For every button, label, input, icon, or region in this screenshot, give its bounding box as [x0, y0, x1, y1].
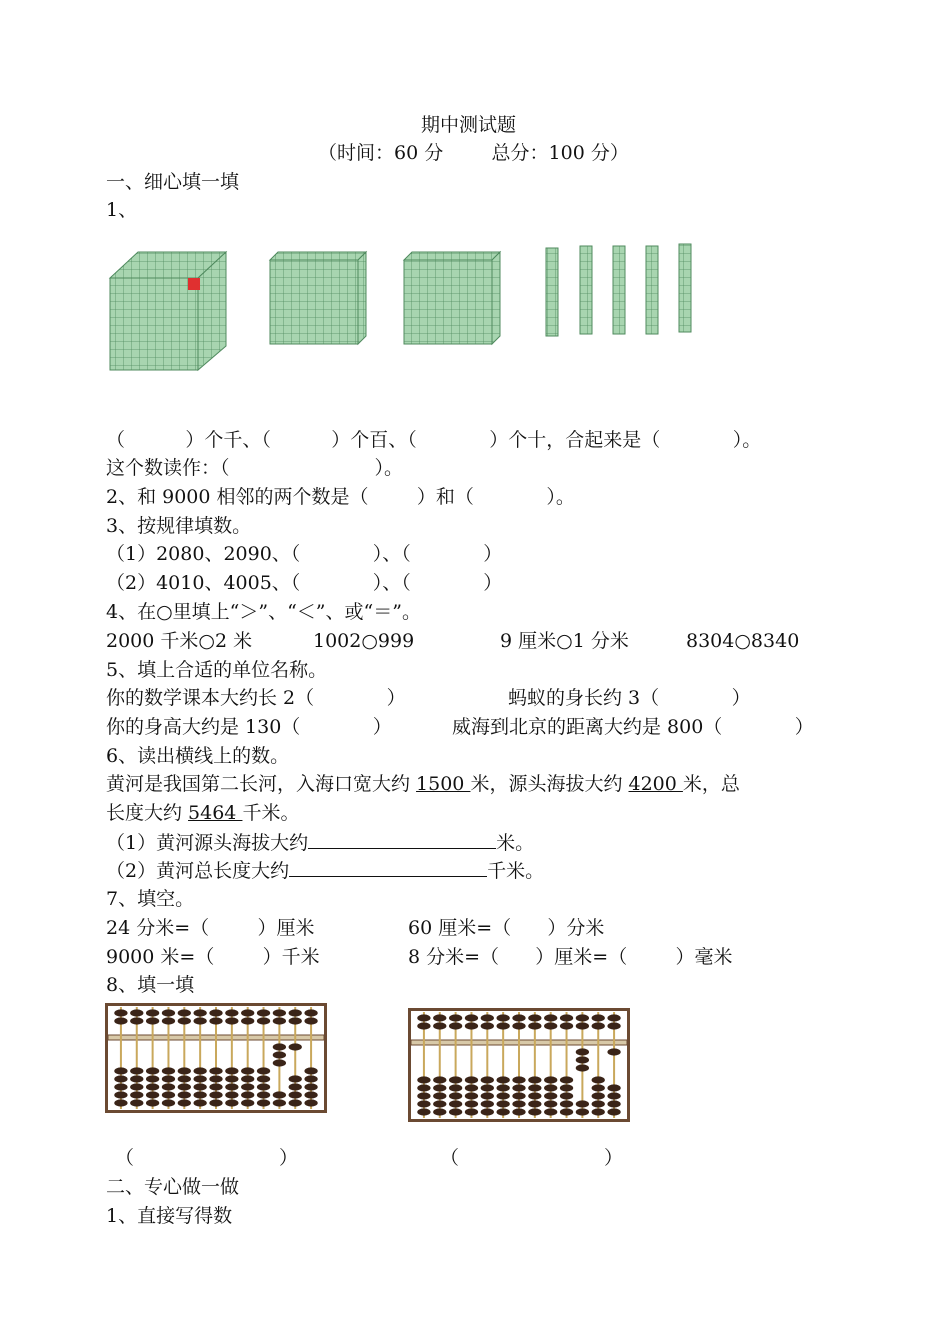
- page-title: 期中测试题: [421, 114, 517, 136]
- section1-heading: 一、细心填一填: [106, 171, 240, 193]
- q6-paragraph-line1: [106, 772, 740, 796]
- hundred-flat-2: [404, 252, 500, 344]
- q6-number-4200: 4200: [628, 773, 683, 795]
- section2-heading: 二、专心做一做: [106, 1176, 240, 1198]
- q3-text: 3、按规律填数。: [106, 515, 252, 537]
- thousand-cube: [110, 252, 226, 370]
- q6-b-suffix: 千米。: [487, 860, 545, 882]
- q5-d: 威海到北京的距离大约是 800（ ）: [452, 716, 814, 738]
- q6-a-blank[interactable]: [308, 830, 496, 849]
- q6-p2-prefix: 长度大约: [106, 802, 189, 824]
- q6-number-5464: 5464: [188, 802, 243, 824]
- section2-q1: 1、直接写得数: [106, 1205, 233, 1227]
- q4-item-1: 2000 千米○2 米: [106, 630, 253, 652]
- q6-b-blank[interactable]: [289, 858, 487, 877]
- abacus-1-illustration: [105, 1003, 327, 1113]
- q4-text: 4、在○里填上“＞”、“＜”、或“＝”。: [106, 601, 421, 623]
- q2-text: 2、和 9000 相邻的两个数是（ ）和（ ）。: [106, 486, 575, 508]
- q3-b: （2）4010、4005、（ ）、（ ）: [106, 572, 503, 594]
- base-ten-blocks-illustration: [100, 238, 720, 378]
- page-subtitle: （时间：60 分 总分：100 分）: [318, 142, 629, 164]
- q1-line2: 这个数读作：（ ）。: [106, 457, 403, 479]
- q5-text: 5、填上合适的单位名称。: [106, 659, 328, 681]
- q5-a: 你的数学课本大约长 2（ ）: [106, 687, 406, 709]
- q7-c: 9000 米=（ ）千米: [106, 946, 320, 968]
- q8-answer-2: （ ）: [440, 1147, 623, 1169]
- hundred-flat-1: [270, 252, 366, 344]
- q8-text: 8、填一填: [106, 974, 195, 996]
- q4-item-3: 9 厘米○1 分米: [500, 630, 629, 652]
- q6-p-mid1: 米，源头海拔大约: [470, 773, 629, 795]
- q6-number-1500: 1500: [416, 773, 471, 795]
- q1-line1: （ ）个千、（ ）个百、（ ）个十，合起来是（ ）。: [106, 429, 762, 451]
- q6-p-prefix: 黄河是我国第二长河，入海口宽大约: [106, 773, 417, 795]
- q6-p2-suffix: 千米。: [242, 802, 300, 824]
- q7-a: 24 分米=（ ）厘米: [106, 917, 315, 939]
- ten-rods: [546, 244, 691, 336]
- q6-b: [106, 858, 544, 883]
- q6-paragraph-line2: [106, 801, 299, 825]
- q7-b: 60 厘米=（ ）分米: [408, 917, 605, 939]
- q5-c: 你的身高大约是 130（ ）: [106, 716, 392, 738]
- q6-a-prefix: （1）黄河源头海拔大约: [106, 832, 309, 854]
- q4-item-2: 1002○999: [313, 630, 415, 652]
- q6-a: [106, 830, 534, 855]
- q5-b: 蚂蚁的身长约 3（ ）: [508, 687, 751, 709]
- q7-text: 7、填空。: [106, 888, 195, 910]
- q1-number: 1、: [106, 199, 138, 221]
- q6-p-mid2: 米，总: [682, 773, 740, 795]
- q8-answer-1: （ ）: [115, 1147, 298, 1169]
- q6-text: 6、读出横线上的数。: [106, 745, 290, 767]
- abacus-2-illustration: [408, 1008, 630, 1122]
- q3-a: （1）2080、2090、（ ）、（ ）: [106, 543, 503, 565]
- q6-b-prefix: （2）黄河总长度大约: [106, 860, 290, 882]
- q6-a-suffix: 米。: [496, 832, 535, 854]
- q7-d: 8 分米=（ ）厘米=（ ）毫米: [408, 946, 733, 968]
- q4-item-4: 8304○8340: [686, 630, 800, 652]
